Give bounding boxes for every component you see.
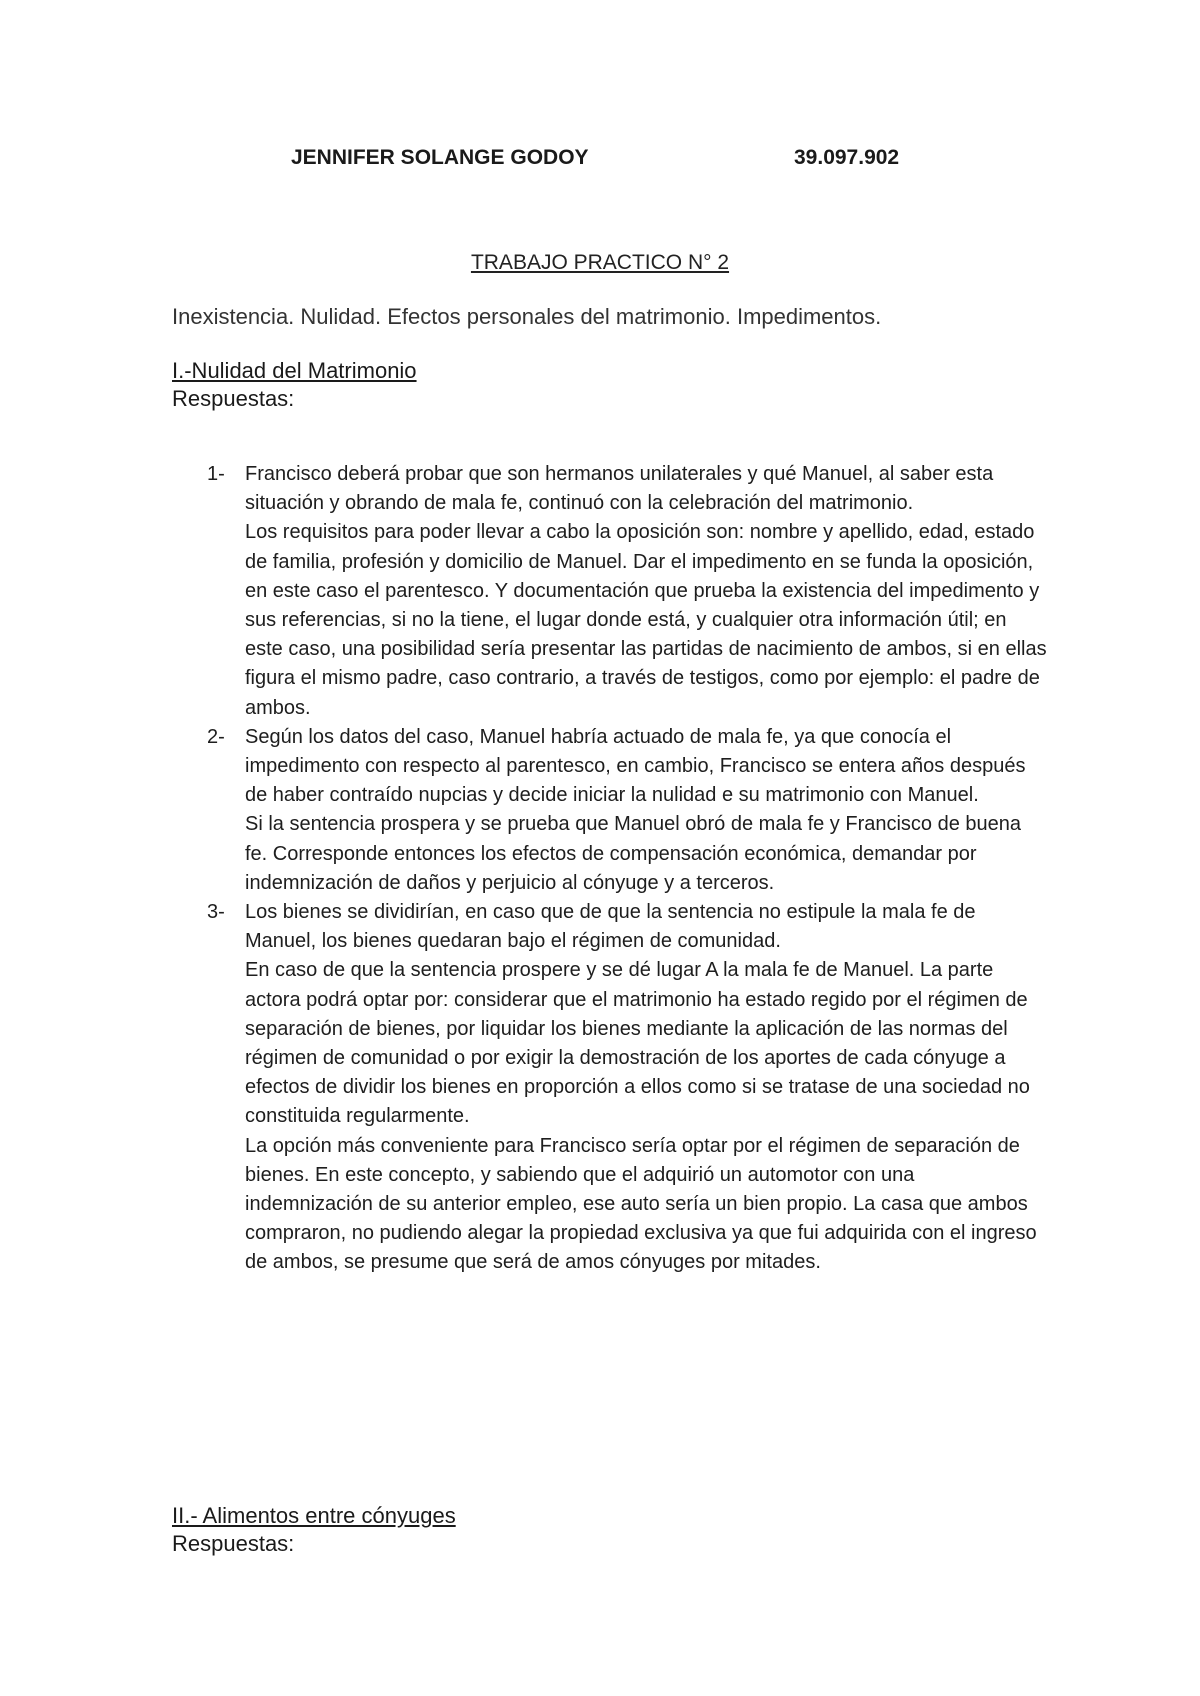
document-subtitle: Inexistencia. Nulidad. Efectos personales del matrimonio. Impedimentos. <box>172 304 882 329</box>
answer-paragraph: Los requisitos para poder llevar a cabo la oposición son: nombre y apellido, edad, estado de familia, profesión y domicilio de Manuel. Dar el impedimento en se funda la oposición, en este caso el parentesco. Y documentación que prueba la existencia del impedimento y sus referencias, si no la tiene, el lugar donde está, y cualquier otra información útil; en este caso, una posibilidad sería presentar las partidas de nacimiento de ambos, si en ellas figura el mismo padre, caso contrario, a través de testigos, como por ejemplo: el padre de ambos. <box>245 521 1047 719</box>
answers-list <box>207 460 1047 1278</box>
answer-paragraph: La opción más conveniente para Francisco sería optar por el régimen de separación de bienes. En este concepto, y sabiendo que el adquirió un automotor con una indemnización de su anterior empleo, ese auto sería un bien propio. La casa que ambos compraron, no pudiendo alegar la propiedad exclusiva ya que fui adquirida con el ingreso de ambos, se presume que será de amos cónyuges por mitades. <box>245 1134 1037 1274</box>
answer-item-2 <box>207 723 1047 898</box>
answer-number: 2- <box>207 725 225 748</box>
section-1-title: I.-Nulidad del Matrimonio <box>172 358 417 383</box>
student-id-number: 39.097.902 <box>794 146 900 169</box>
answer-number: 1- <box>207 463 225 485</box>
answer-paragraph: Los bienes se dividirían, en caso que de que la sentencia no estipule la mala fe de Manuel, los bienes quedaran bajo el régimen de comunidad. <box>245 901 976 953</box>
document-title: TRABAJO PRACTICO N° 2 <box>470 251 730 274</box>
answer-paragraph: Según los datos del caso, Manuel habría actuado de mala fe, ya que conocía el impedimento con respecto al parentesco, en cambio, Francisco se entera años después de haber contraído nupcias y decide iniciar la nulidad e su matrimonio con Manuel. <box>245 725 1026 807</box>
answer-paragraph: Francisco deberá probar que son hermanos unilaterales y qué Manuel, al saber esta situación y obrando de mala fe, continuó con la celebración del matrimonio. <box>245 463 994 515</box>
section-2-title: II.- Alimentos entre cónyuges <box>172 1503 456 1528</box>
answer-paragraph: En caso de que la sentencia prospere y se dé lugar A la mala fe de Manuel. La parte actora podrá optar por: considerar que el matrimonio ha estado regido por el régimen de separación de bienes, por liquidar los bienes mediante la aplicación de las normas del régimen de comunidad o por exigir la demostración de los aportes de cada cónyuge a efectos de dividir los bienes en proporción a ellos como si se tratase de una sociedad no constituida regularmente. <box>245 959 1030 1128</box>
answer-number: 3- <box>207 901 225 924</box>
answer-item-3 <box>207 898 1047 1278</box>
section-1-answers-label: Respuestas: <box>172 386 295 411</box>
section-2-answers-label: Respuestas: <box>172 1531 295 1556</box>
answer-item-1 <box>207 460 1047 723</box>
answer-paragraph: Si la sentencia prospera y se prueba que Manuel obró de mala fe y Francisco de buena fe. Corresponde entonces los efectos de compensación económica, demandar por indemnización de daños y perjuicio al cónyuge y a terceros. <box>245 813 1022 894</box>
student-name: JENNIFER SOLANGE GODOY <box>291 146 589 169</box>
